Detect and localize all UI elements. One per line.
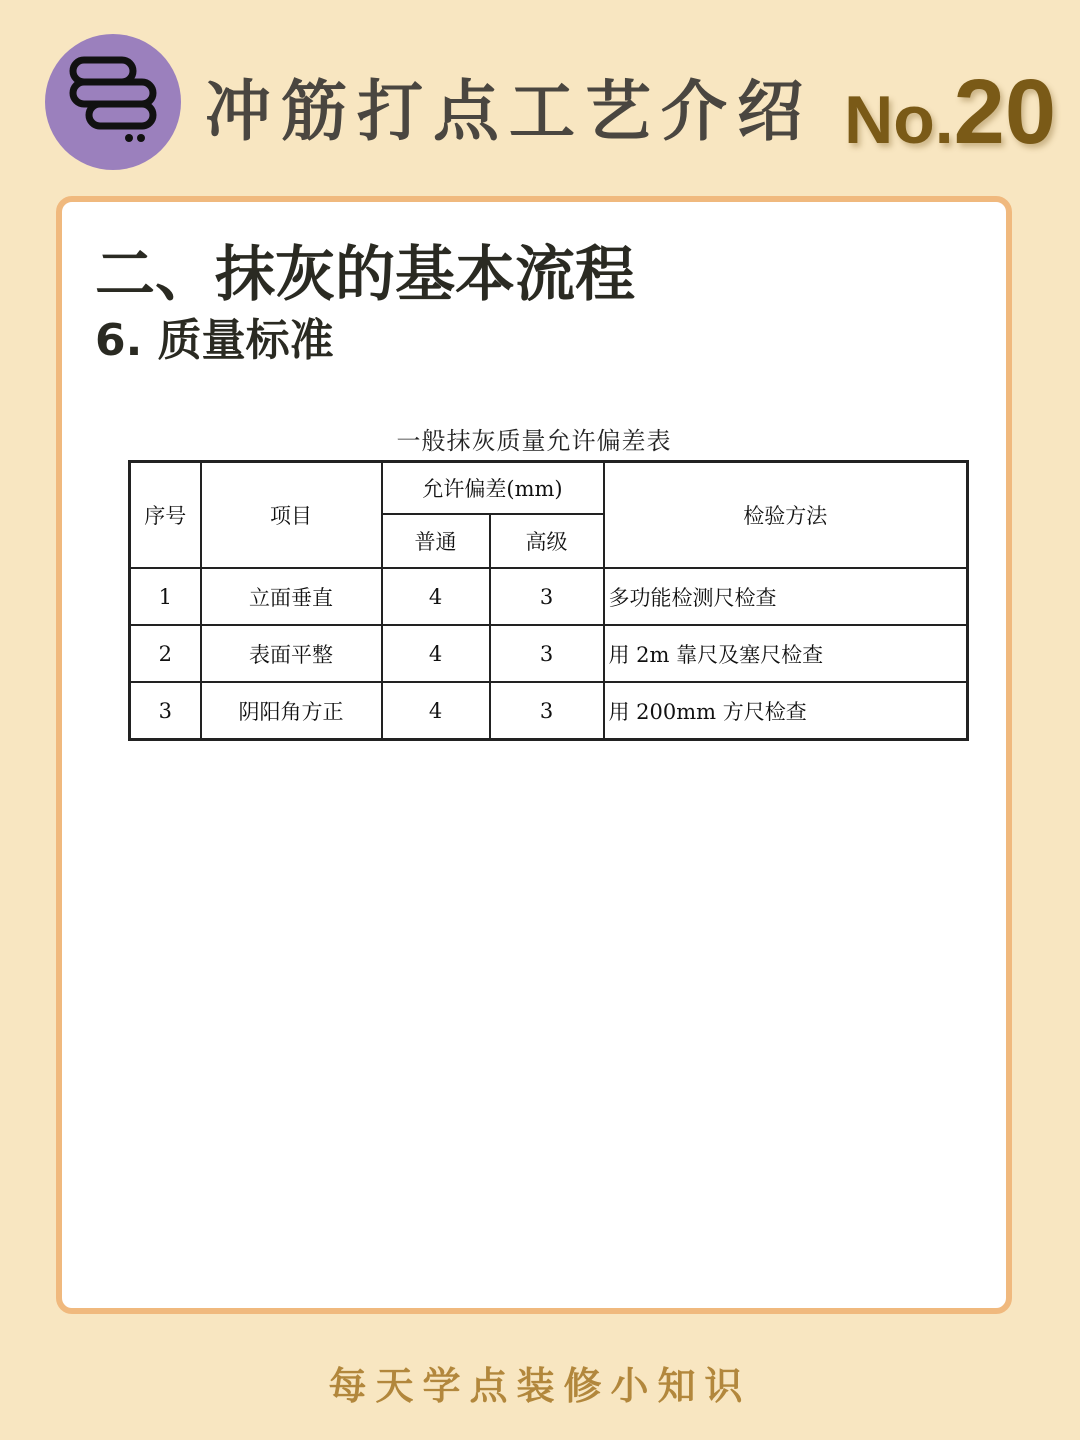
table-header-row bbox=[130, 462, 968, 515]
issue-number bbox=[844, 62, 1056, 189]
header-item: 项目 bbox=[201, 462, 382, 569]
footer-slogan: 每天学点装修小知识 bbox=[328, 1364, 752, 1408]
layers-icon bbox=[63, 52, 163, 152]
table-caption: 一般抹灰质量允许偏差表 bbox=[396, 427, 672, 455]
cell-seq: 1 bbox=[130, 568, 201, 625]
cell-method: 用 200mm 方尺检查 bbox=[604, 682, 968, 740]
header-deviation: 允许偏差(mm) bbox=[382, 462, 604, 515]
section-title: 二、抹灰的基本流程 bbox=[95, 240, 635, 310]
issue-number-value: 20 bbox=[953, 61, 1056, 163]
logo-badge bbox=[45, 34, 181, 170]
issue-number-prefix: No. bbox=[844, 82, 954, 158]
deviation-table bbox=[128, 460, 969, 741]
content-card bbox=[56, 196, 1012, 1314]
cell-normal: 4 bbox=[382, 568, 490, 625]
cell-advanced: 3 bbox=[490, 568, 604, 625]
header-title: 冲筋打点工艺介绍 bbox=[205, 73, 813, 150]
table-row bbox=[130, 568, 968, 625]
cell-advanced: 3 bbox=[490, 682, 604, 740]
cell-item: 立面垂直 bbox=[201, 568, 382, 625]
cell-item: 阴阳角方正 bbox=[201, 682, 382, 740]
cell-advanced: 3 bbox=[490, 625, 604, 682]
table-row bbox=[130, 625, 968, 682]
header-normal: 普通 bbox=[382, 514, 490, 568]
cell-item: 表面平整 bbox=[201, 625, 382, 682]
header-seq: 序号 bbox=[130, 462, 201, 569]
header-advanced: 高级 bbox=[490, 514, 604, 568]
cell-method: 用 2m 靠尺及塞尺检查 bbox=[604, 625, 968, 682]
header-method: 检验方法 bbox=[604, 462, 968, 569]
table-row bbox=[130, 682, 968, 740]
cell-normal: 4 bbox=[382, 625, 490, 682]
section-subtitle: 6. 质量标准 bbox=[95, 315, 334, 366]
cell-method: 多功能检测尺检查 bbox=[604, 568, 968, 625]
cell-seq: 2 bbox=[130, 625, 201, 682]
cell-normal: 4 bbox=[382, 682, 490, 740]
cell-seq: 3 bbox=[130, 682, 201, 740]
